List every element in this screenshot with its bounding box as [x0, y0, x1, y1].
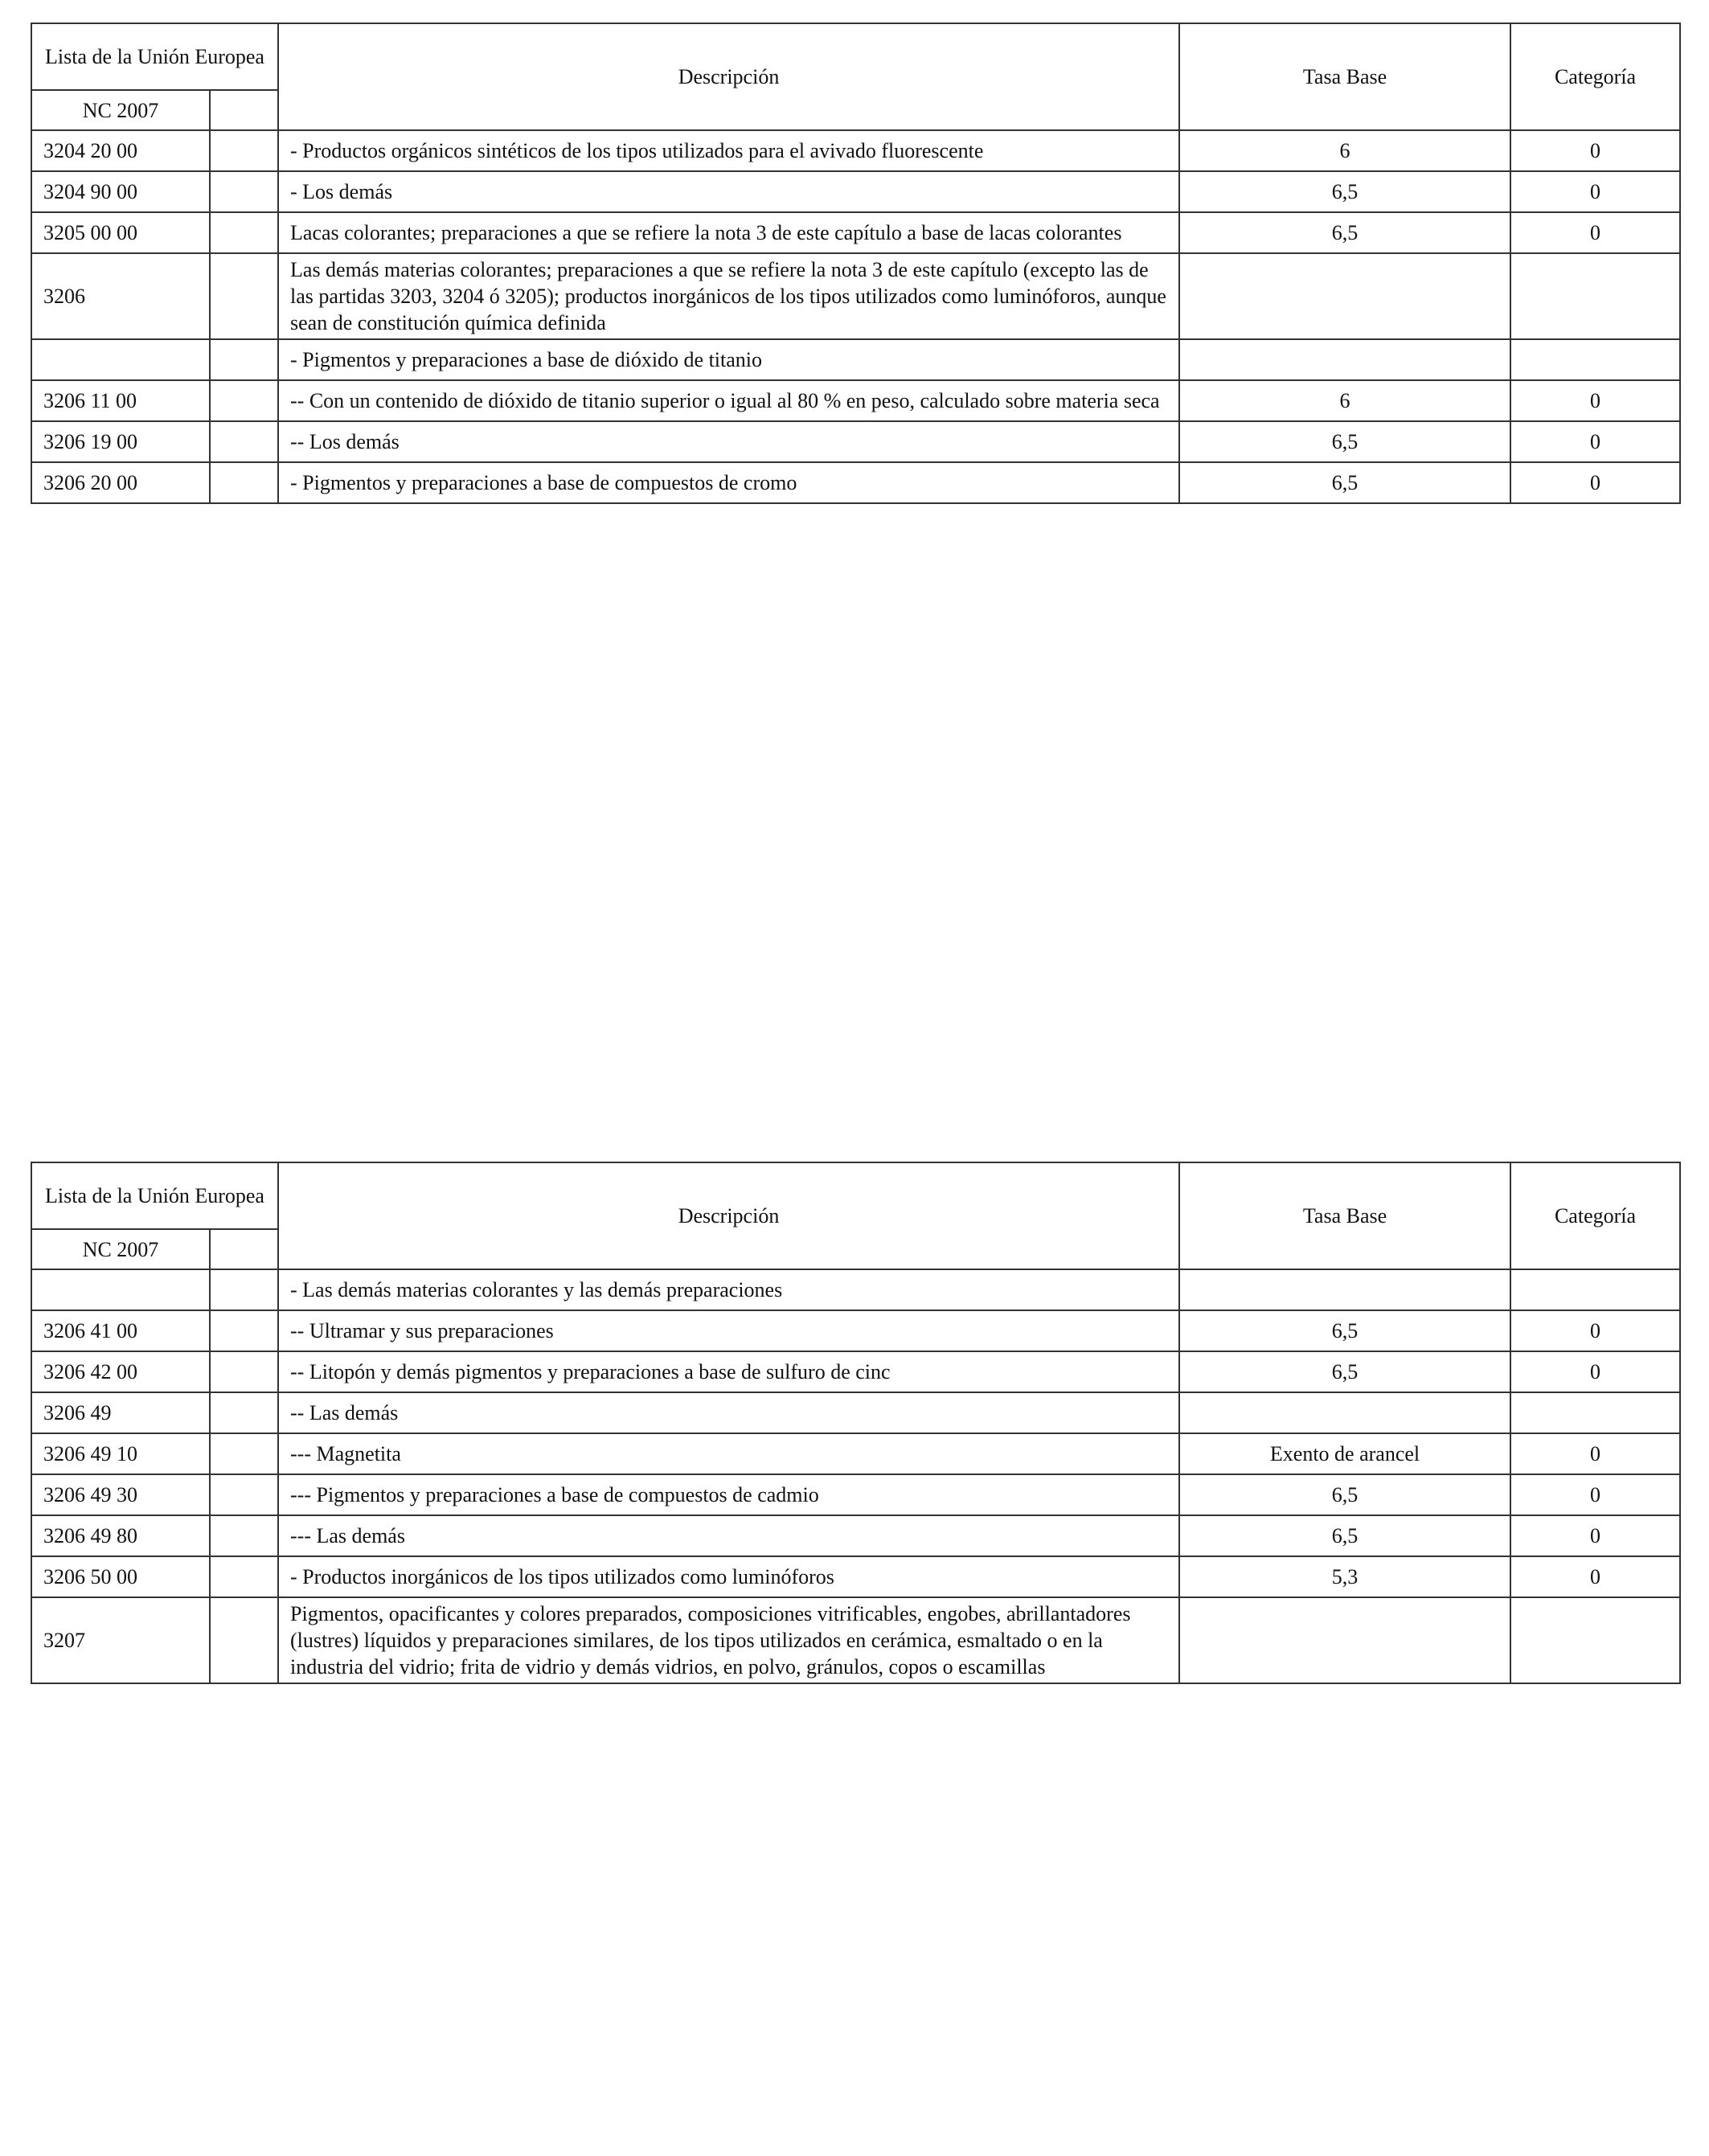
tariff-code: 3204 90 00 — [31, 171, 210, 212]
category-cell: 0 — [1510, 1556, 1680, 1597]
table-row — [31, 1474, 1680, 1515]
header-base-rate: Tasa Base — [1179, 23, 1510, 130]
subcode-blank — [210, 1556, 278, 1597]
subcode-blank — [210, 1269, 278, 1310]
category-cell — [1510, 1269, 1680, 1310]
table-row — [31, 1310, 1680, 1351]
category-cell: 0 — [1510, 1474, 1680, 1515]
table-row — [31, 212, 1680, 253]
tariff-code: 3206 42 00 — [31, 1351, 210, 1392]
category-cell — [1510, 253, 1680, 339]
table-row — [31, 1515, 1680, 1556]
description-cell: Pigmentos, opacificantes y colores preparados, composiciones vitrificables, engobes, abrillantadores (lustres) líquidos y preparaciones similares, de los tipos utilizados en cerámica, esmaltado o en la industria del vidrio; frita de vidrio y demás vidrios, en polvo, gránulos, copos o escamillas — [278, 1597, 1179, 1683]
base-rate-cell: 6,5 — [1179, 1310, 1510, 1351]
tariff-code: 3206 41 00 — [31, 1310, 210, 1351]
header-nc-blank — [210, 90, 278, 130]
tariff-code: 3206 19 00 — [31, 421, 210, 462]
base-rate-cell: 6 — [1179, 130, 1510, 171]
table-row — [31, 1269, 1680, 1310]
subcode-blank — [210, 130, 278, 171]
header-description: Descripción — [278, 1162, 1179, 1269]
subcode-blank — [210, 1515, 278, 1556]
tariff-table-1-body — [31, 23, 1680, 503]
base-rate-cell: 6,5 — [1179, 1351, 1510, 1392]
base-rate-cell — [1179, 339, 1510, 380]
base-rate-cell: 6 — [1179, 380, 1510, 421]
header-list-ue: Lista de la Unión Europea — [31, 1162, 278, 1229]
base-rate-cell — [1179, 253, 1510, 339]
category-cell: 0 — [1510, 421, 1680, 462]
tariff-code: 3206 20 00 — [31, 462, 210, 503]
tariff-table-2 — [31, 1162, 1681, 1684]
description-cell: --- Pigmentos y preparaciones a base de compuestos de cadmio — [278, 1474, 1179, 1515]
description-cell: -- Litopón y demás pigmentos y preparaciones a base de sulfuro de cinc — [278, 1351, 1179, 1392]
base-rate-cell — [1179, 1597, 1510, 1683]
subcode-blank — [210, 253, 278, 339]
tariff-code: 3205 00 00 — [31, 212, 210, 253]
subcode-blank — [210, 421, 278, 462]
description-cell: --- Magnetita — [278, 1433, 1179, 1474]
subcode-blank — [210, 1392, 278, 1433]
table-row — [31, 421, 1680, 462]
category-cell: 0 — [1510, 1310, 1680, 1351]
base-rate-cell: 6,5 — [1179, 212, 1510, 253]
description-cell: - Productos orgánicos sintéticos de los tipos utilizados para el avivado fluorescente — [278, 130, 1179, 171]
base-rate-cell: 5,3 — [1179, 1556, 1510, 1597]
table-row — [31, 1597, 1680, 1683]
table-row — [31, 171, 1680, 212]
category-cell: 0 — [1510, 171, 1680, 212]
table-row — [31, 1351, 1680, 1392]
tariff-table-1 — [31, 23, 1681, 504]
tariff-code: 3207 — [31, 1597, 210, 1683]
table-row — [31, 1556, 1680, 1597]
description-cell: Lacas colorantes; preparaciones a que se refiere la nota 3 de este capítulo a base de lacas colorantes — [278, 212, 1179, 253]
base-rate-cell: 6,5 — [1179, 1515, 1510, 1556]
tariff-code: 3206 — [31, 253, 210, 339]
subcode-blank — [210, 1597, 278, 1683]
subcode-blank — [210, 1474, 278, 1515]
category-cell: 0 — [1510, 130, 1680, 171]
category-cell: 0 — [1510, 1351, 1680, 1392]
table-row — [31, 1433, 1680, 1474]
header-nc-2007: NC 2007 — [31, 90, 210, 130]
table-header-row — [31, 1162, 1680, 1229]
description-cell: -- Ultramar y sus preparaciones — [278, 1310, 1179, 1351]
description-cell: --- Las demás — [278, 1515, 1179, 1556]
subcode-blank — [210, 339, 278, 380]
tariff-code: 3206 49 10 — [31, 1433, 210, 1474]
category-cell — [1510, 339, 1680, 380]
subcode-blank — [210, 1310, 278, 1351]
table-row — [31, 1392, 1680, 1433]
subcode-blank — [210, 380, 278, 421]
table-row — [31, 130, 1680, 171]
subcode-blank — [210, 171, 278, 212]
header-description: Descripción — [278, 23, 1179, 130]
header-category: Categoría — [1510, 1162, 1680, 1269]
tariff-code: 3206 49 80 — [31, 1515, 210, 1556]
base-rate-cell: 6,5 — [1179, 171, 1510, 212]
category-cell: 0 — [1510, 462, 1680, 503]
base-rate-cell — [1179, 1269, 1510, 1310]
subcode-blank — [210, 1351, 278, 1392]
header-base-rate: Tasa Base — [1179, 1162, 1510, 1269]
description-cell: - Las demás materias colorantes y las demás preparaciones — [278, 1269, 1179, 1310]
table-header-row — [31, 23, 1680, 90]
tariff-code: 3206 49 30 — [31, 1474, 210, 1515]
category-cell: 0 — [1510, 1433, 1680, 1474]
subcode-blank — [210, 462, 278, 503]
table-row — [31, 462, 1680, 503]
base-rate-cell: 6,5 — [1179, 421, 1510, 462]
category-cell: 0 — [1510, 212, 1680, 253]
category-cell — [1510, 1392, 1680, 1433]
category-cell: 0 — [1510, 380, 1680, 421]
tariff-table-2-body — [31, 1162, 1680, 1683]
description-cell: - Pigmentos y preparaciones a base de dióxido de titanio — [278, 339, 1179, 380]
tariff-code: 3206 11 00 — [31, 380, 210, 421]
base-rate-cell: 6,5 — [1179, 462, 1510, 503]
category-cell: 0 — [1510, 1515, 1680, 1556]
tariff-code — [31, 339, 210, 380]
description-cell: Las demás materias colorantes; preparaciones a que se refiere la nota 3 de este capítulo (excepto las de las partidas 3203, 3204 ó 3205); productos inorgánicos de los tipos utilizados como luminóforos, aunque sean de constitución química definida — [278, 253, 1179, 339]
tariff-code: 3204 20 00 — [31, 130, 210, 171]
header-category: Categoría — [1510, 23, 1680, 130]
tariff-code: 3206 50 00 — [31, 1556, 210, 1597]
header-list-ue: Lista de la Unión Europea — [31, 23, 278, 90]
description-cell: - Los demás — [278, 171, 1179, 212]
description-cell: -- Los demás — [278, 421, 1179, 462]
subcode-blank — [210, 212, 278, 253]
description-cell: -- Las demás — [278, 1392, 1179, 1433]
table-row — [31, 339, 1680, 380]
header-nc-2007: NC 2007 — [31, 1229, 210, 1269]
tariff-code — [31, 1269, 210, 1310]
description-cell: -- Con un contenido de dióxido de titanio superior o igual al 80 % en peso, calculado sobre materia seca — [278, 380, 1179, 421]
table-row — [31, 253, 1680, 339]
base-rate-cell: Exento de arancel — [1179, 1433, 1510, 1474]
table-row — [31, 380, 1680, 421]
base-rate-cell — [1179, 1392, 1510, 1433]
description-cell: - Pigmentos y preparaciones a base de compuestos de cromo — [278, 462, 1179, 503]
subcode-blank — [210, 1433, 278, 1474]
tariff-code: 3206 49 — [31, 1392, 210, 1433]
header-nc-blank — [210, 1229, 278, 1269]
category-cell — [1510, 1597, 1680, 1683]
description-cell: - Productos inorgánicos de los tipos utilizados como luminóforos — [278, 1556, 1179, 1597]
base-rate-cell: 6,5 — [1179, 1474, 1510, 1515]
